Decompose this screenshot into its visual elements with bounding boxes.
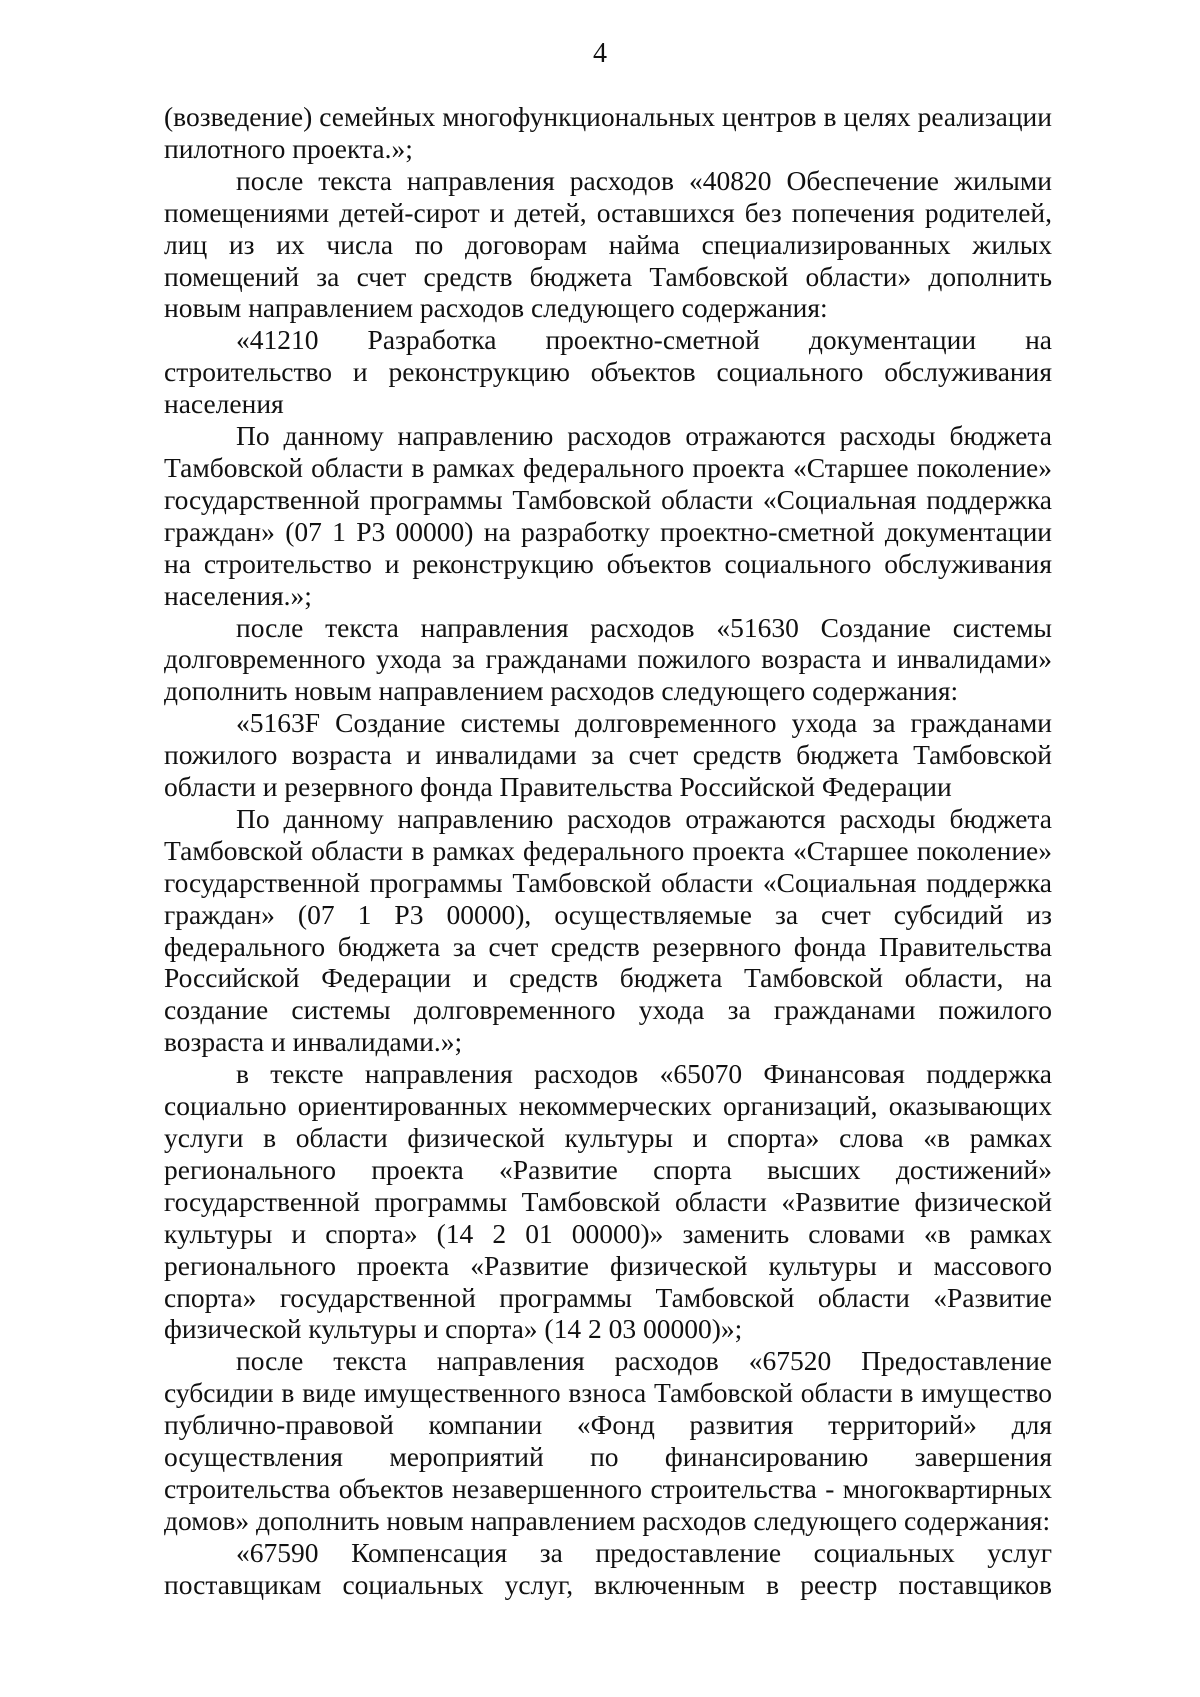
paragraph: По данному направлению расходов отражаются расходы бюджета Тамбовской области в рамках федерального проекта «Старшее поколение» государственной программы Тамбовской области «Социальная поддержка граждан» (07 1 Р3 00000) на разработку проектно-сметной документации на строительство и реконструкцию объектов социального обслуживания населения.»;: [164, 420, 1052, 611]
paragraph: «67590 Компенсация за предоставление социальных услуг поставщикам социальных услуг, включенным в реестр поставщиков: [164, 1536, 1052, 1600]
paragraph: после текста направления расходов «67520 Предоставление субсидии в виде имущественного взноса Тамбовской области в имущество публично-правовой компании «Фонд развития территорий» для осуществления мероприятий по финансированию завершения строительства объектов незавершенного строительства - многоквартирных домов» дополнить новым направлением расходов следующего содержания:: [164, 1345, 1052, 1536]
document-body: [164, 101, 1052, 1601]
paragraph: в тексте направления расходов «65070 Финансовая поддержка социально ориентированных некоммерческих организаций, оказывающих услуги в области физической культуры и спорта» слова «в рамках регионального проекта «Развитие спорта высших достижений» государственной программы Тамбовской области «Развитие физической культуры и спорта» (14 2 01 00000)» заменить словами «в рамках регионального проекта «Развитие физической культуры и массового спорта» государственной программы Тамбовской области «Развитие физической культуры и спорта» (14 2 03 00000)»;: [164, 1058, 1052, 1345]
paragraph: «41210 Разработка проектно-сметной документации на строительство и реконструкцию объектов социального обслуживания населения: [164, 324, 1052, 420]
page-number: 4: [593, 38, 607, 69]
paragraph: после текста направления расходов «51630 Создание системы долговременного ухода за гражданами пожилого возраста и инвалидами» дополнить новым направлением расходов следующего содержания:: [164, 611, 1052, 707]
paragraph: По данному направлению расходов отражаются расходы бюджета Тамбовской области в рамках федерального проекта «Старшее поколение» государственной программы Тамбовской области «Социальная поддержка граждан» (07 1 Р3 00000), осуществляемые за счет субсидий из федерального бюджета за счет средств резервного фонда Правительства Российской Федерации и средств бюджета Тамбовской области, на создание системы долговременного ухода за гражданами пожилого возраста и инвалидами.»;: [164, 802, 1052, 1058]
paragraph: (возведение) семейных многофункциональных центров в целях реализации пилотного проекта.»;: [164, 101, 1052, 164]
paragraph: «5163F Создание системы долговременного ухода за гражданами пожилого возраста и инвалидами за счет средств бюджета Тамбовской области и резервного фонда Правительства Российской Федерации: [164, 707, 1052, 803]
paragraph: после текста направления расходов «40820 Обеспечение жилыми помещениями детей-сирот и детей, оставшихся без попечения родителей, лиц из их числа по договорам найма специализированных жилых помещений за счет средств бюджета Тамбовской области» дополнить новым направлением расходов следующего содержания:: [164, 164, 1052, 324]
